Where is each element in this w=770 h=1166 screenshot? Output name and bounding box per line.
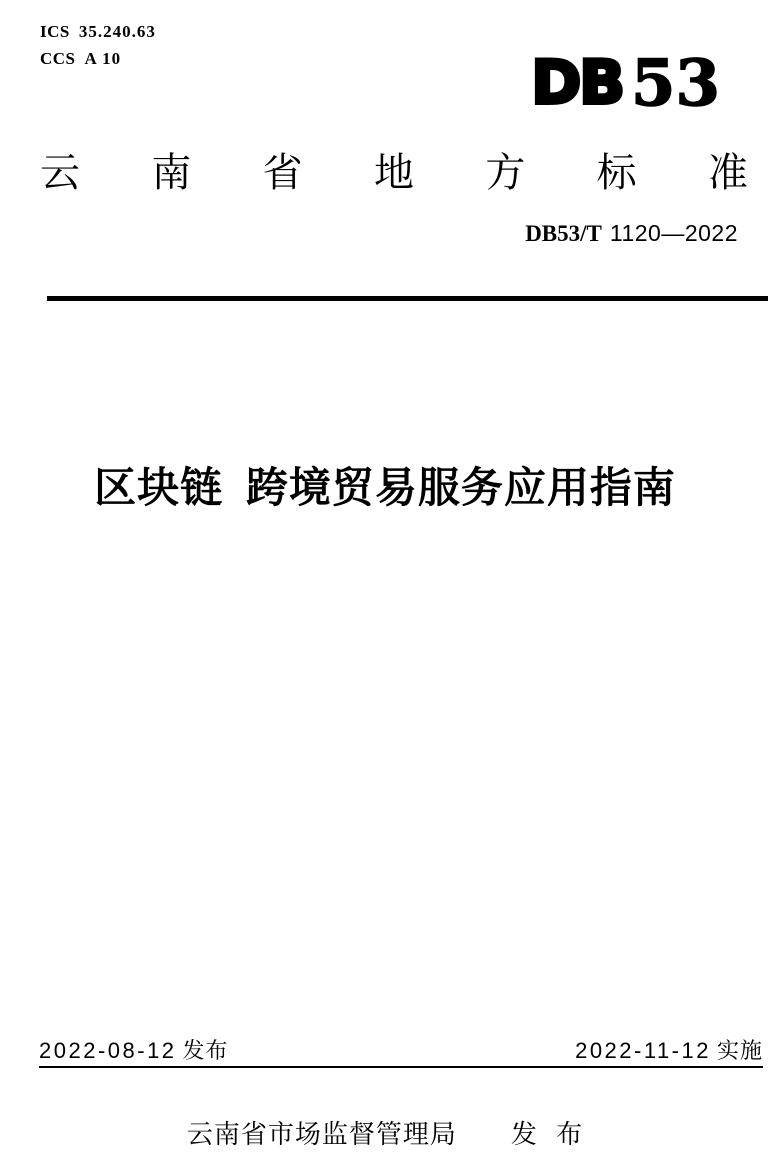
standard-type-char: 南 — [151, 151, 192, 195]
ccs-label: CCS — [40, 49, 76, 68]
standard-type-char: 准 — [707, 151, 748, 195]
standard-type-char: 地 — [373, 151, 414, 195]
ics-code-line — [40, 18, 156, 45]
standard-type-char: 省 — [262, 151, 303, 195]
db53-logo-db: DB — [531, 48, 623, 118]
issue-label: 发布 — [182, 1038, 229, 1063]
ics-label: ICS — [40, 22, 70, 41]
standard-number-value: 1120—2022 — [609, 220, 738, 246]
implement-date: 2022-11-12 — [575, 1038, 711, 1063]
implement-label: 实施 — [716, 1038, 763, 1063]
standard-type-char: 标 — [596, 151, 637, 195]
ccs-code-line — [40, 45, 156, 72]
standard-number — [525, 220, 738, 247]
db53-logo — [531, 45, 720, 121]
standard-type-char: 云 — [40, 151, 80, 195]
standard-type-char: 方 — [485, 151, 526, 195]
publisher-line — [0, 1119, 770, 1149]
document-title: 区块链 跨境贸易服务应用指南 — [94, 464, 676, 511]
dates-row — [39, 1038, 763, 1064]
standard-number-prefix: DB53/T — [525, 221, 602, 246]
publish-action-label: 发 布 — [510, 1119, 584, 1149]
issue-date: 2022-08-12 — [39, 1038, 177, 1063]
db53-logo-number: 53 — [630, 45, 720, 121]
ics-value: 35.240.63 — [78, 22, 156, 41]
publisher-name: 云南省市场监督管理局 — [186, 1119, 457, 1149]
header-divider-rule — [47, 296, 768, 301]
classification-codes — [40, 18, 156, 72]
footer-divider-rule — [39, 1066, 763, 1068]
issue-date-line — [39, 1038, 229, 1064]
implement-date-line — [575, 1038, 763, 1064]
ccs-value: A 10 — [84, 49, 122, 68]
standard-type-title — [40, 152, 748, 194]
